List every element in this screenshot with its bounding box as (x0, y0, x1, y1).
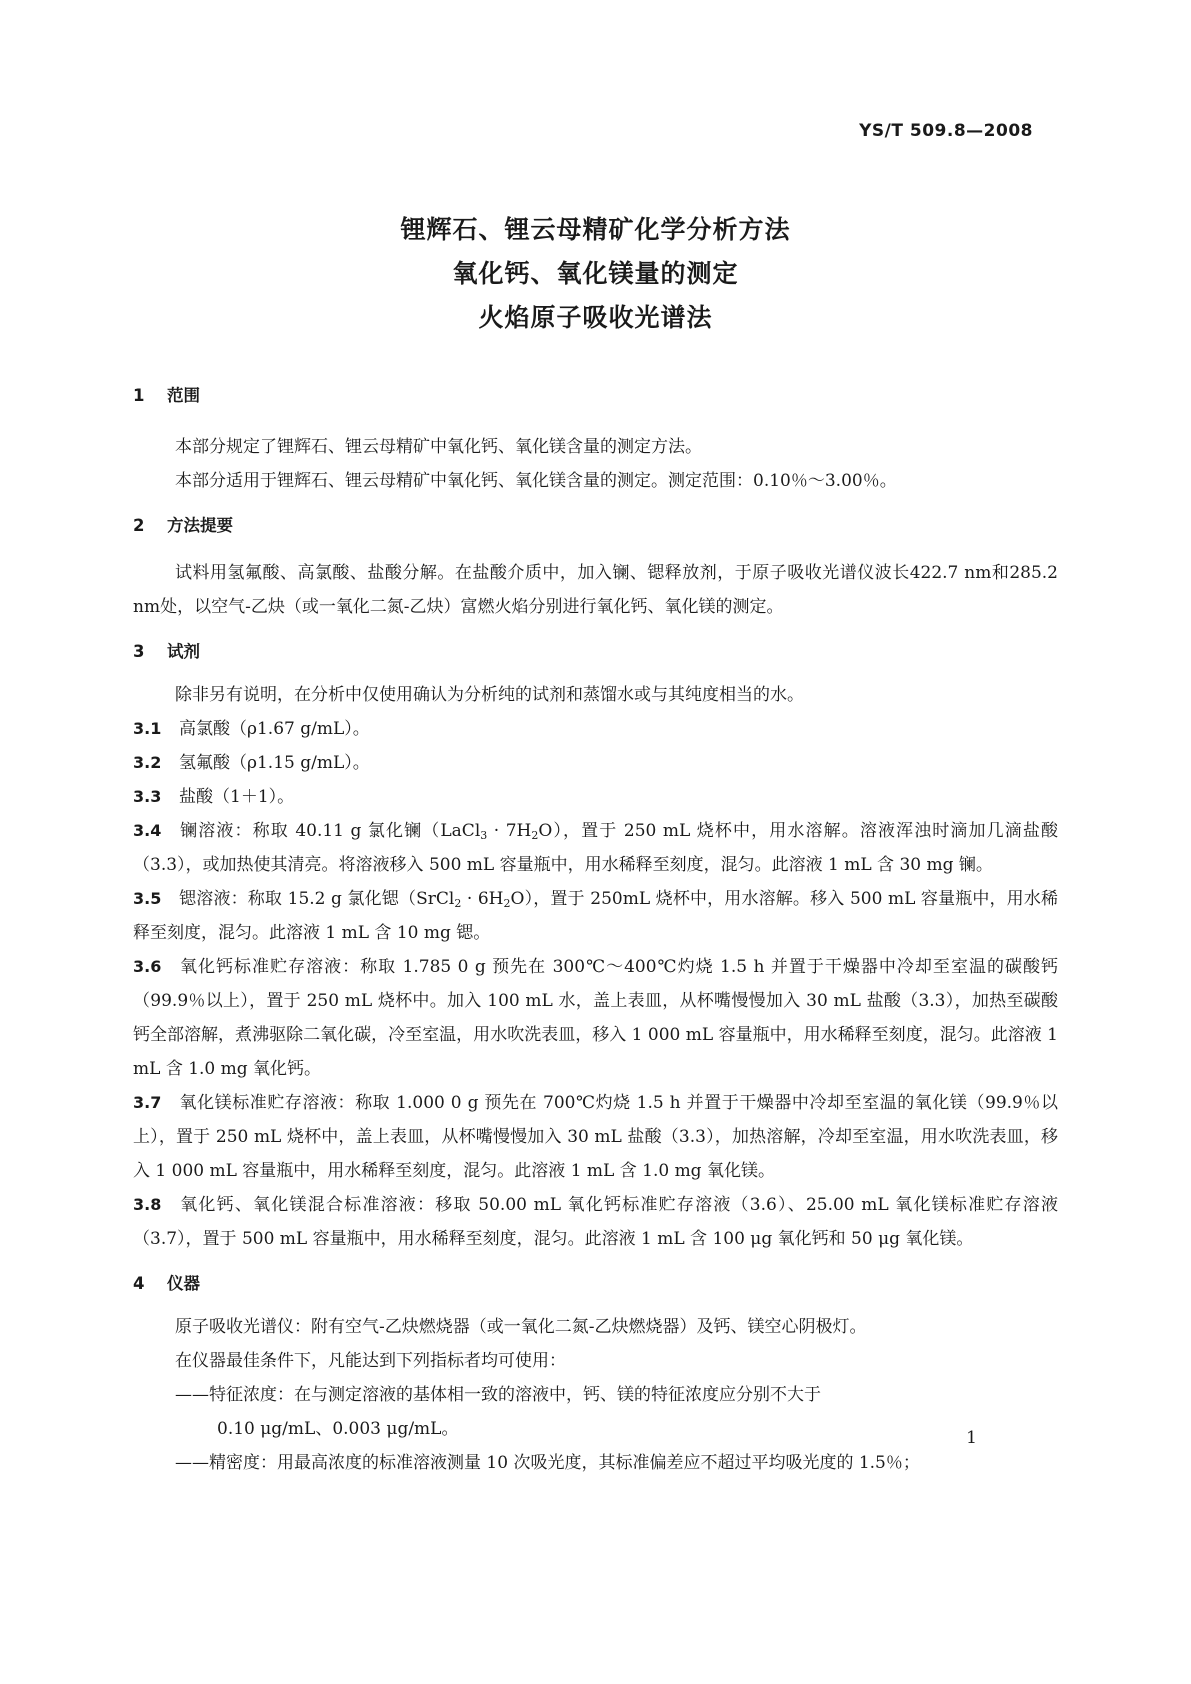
item-number: 3.7 (133, 1093, 162, 1112)
section-number: 1 (133, 386, 145, 405)
section-title: 仪器 (167, 1274, 200, 1293)
item-text: 氧化钙标准贮存溶液：称取 1.785 0 g 预先在 300℃～400℃灼烧 1.5 h 并置于干燥器中冷却至室温的碳酸钙（99.9％以上），置于 250 mL 烧杯中。加入 100 mL 水，盖上表皿，从杯嘴慢慢加入 30 mL 盐酸（3.3），加热至碳酸钙全部溶解，煮沸驱除二氧化碳，冷至室温，用水吹洗表皿，移入 1 000 mL 容量瓶中，用水稀释至刻度，混匀。此溶液 1 mL 含 1.0 mg 氧化钙。 (133, 957, 1058, 1079)
paragraph: 本部分规定了锂辉石、锂云母精矿中氧化钙、氧化镁含量的测定方法。 (175, 437, 702, 457)
dash-item (133, 1378, 1058, 1446)
item-text: 氧化钙、氧化镁混合标准溶液：移取 50.00 mL 氧化钙标准贮存溶液（3.6）、25.00 mL 氧化镁标准贮存溶液（3.7），置于 500 mL 容量瓶中，用水稀释至刻度，混匀。此溶液 1 mL 含 100 μg 氧化钙和 50 μg 氧化镁。 (133, 1195, 1058, 1249)
section-heading-3 (133, 638, 1058, 668)
paragraph: 原子吸收光谱仪：附有空气-乙炔燃烧器（或一氧化二氮-乙炔燃烧器）及钙、镁空心阴极灯。 (175, 1317, 867, 1337)
list-item (133, 712, 1058, 746)
list-item (133, 746, 1058, 780)
title-line-1: 锂辉石、锂云母精矿化学分析方法 (400, 215, 791, 244)
paragraph: 在仪器最佳条件下，凡能达到下列指标者均可使用： (175, 1351, 566, 1371)
section-number: 4 (133, 1274, 145, 1293)
section-title: 试剂 (167, 642, 200, 661)
list-item (133, 814, 1058, 882)
item-text: · 6H (461, 889, 504, 909)
paragraph: 试料用氢氟酸、高氯酸、盐酸分解。在盐酸介质中，加入镧、锶释放剂，于原子吸收光谱仪波长422.7 nm和285.2 nm处，以空气-乙炔（或一氧化二氮-乙炔）富燃火焰分别进行氧化钙、氧化镁的测定。 (133, 563, 1058, 617)
item-text: 氧化镁标准贮存溶液：称取 1.000 0 g 预先在 700℃灼烧 1.5 h 并置于干燥器中冷却至室温的氧化镁（99.9％以上），置于 250 mL 烧杯中，盖上表皿，从杯嘴慢慢加入 30 mL 盐酸（3.3），加热溶解，冷却至室温，用水吹洗表皿，移入 1 000 mL 容量瓶中，用水稀释至刻度，混匀。此溶液 1 mL 含 1.0 mg 氧化镁。 (133, 1093, 1058, 1181)
section-heading-2 (133, 512, 1058, 542)
item-number: 3.3 (133, 787, 162, 806)
item-text: 锶溶液：称取 15.2 g 氯化锶（SrCl (179, 889, 455, 909)
item-text: ——特征浓度：在与测定溶液的基体相一致的溶液中，钙、镁的特征浓度应分别不大于 (175, 1385, 821, 1405)
section-title: 范围 (167, 386, 200, 405)
section-number: 3 (133, 642, 145, 661)
item-text: · 7H (487, 821, 532, 841)
item-text: O），置于 250 mL 烧杯中，用水溶解。溶液浑浊时滴加几滴盐酸（3.3），或加热使其清亮。将溶液移入 500 mL 容量瓶中，用水稀释至刻度，混匀。此溶液 1 mL 含 30 mg 镧。 (133, 821, 1058, 875)
section-heading-4 (133, 1270, 1058, 1300)
section-heading-1 (133, 382, 1058, 412)
item-number: 3.8 (133, 1195, 162, 1214)
subscript: 3 (480, 829, 488, 842)
item-text: 氢氟酸（ρ1.15 g/mL）。 (179, 753, 370, 773)
list-item (133, 780, 1058, 814)
list-item (133, 882, 1058, 950)
section-number: 2 (133, 516, 145, 535)
item-text: 0.10 μg/mL、0.003 μg/mL。 (217, 1419, 459, 1439)
document-title (0, 208, 1191, 340)
dash-item: ——精密度：用最高浓度的标准溶液测量 10 次吸光度，其标准偏差应不超过平均吸光度的 1.5％； (175, 1453, 920, 1473)
title-line-2: 氧化钙、氧化镁量的测定 (452, 259, 739, 288)
list-item (133, 950, 1058, 1086)
item-number: 3.6 (133, 957, 162, 976)
item-number: 3.5 (133, 889, 162, 908)
section-title: 方法提要 (167, 516, 233, 535)
item-text: 高氯酸（ρ1.67 g/mL）。 (179, 719, 370, 739)
list-item (133, 1188, 1058, 1256)
item-number: 3.2 (133, 753, 162, 772)
paragraph: 本部分适用于锂辉石、锂云母精矿中氧化钙、氧化镁含量的测定。测定范围：0.10％～3.00％。 (175, 471, 897, 491)
paragraph: 除非另有说明，在分析中仅使用确认为分析纯的试剂和蒸馏水或与其纯度相当的水。 (175, 685, 804, 705)
item-number: 3.4 (133, 821, 162, 840)
page-number: 1 (966, 1428, 977, 1448)
standard-code: YS/T 509.8—2008 (859, 121, 1033, 141)
subscript: 2 (503, 897, 511, 910)
title-line-3: 火焰原子吸收光谱法 (478, 303, 713, 332)
item-text: 盐酸（1＋1）。 (179, 787, 295, 807)
subscript: 2 (531, 829, 539, 842)
subscript: 2 (454, 897, 462, 910)
document-body (133, 382, 1058, 1480)
list-item (133, 1086, 1058, 1188)
item-text: O），置于 250mL 烧杯中，用水溶解。移入 500 mL 容量瓶中，用水稀释至刻度，混匀。此溶液 1 mL 含 10 mg 锶。 (133, 889, 1058, 943)
item-text: 镧溶液：称取 40.11 g 氯化镧（LaCl (179, 821, 481, 841)
item-number: 3.1 (133, 719, 162, 738)
